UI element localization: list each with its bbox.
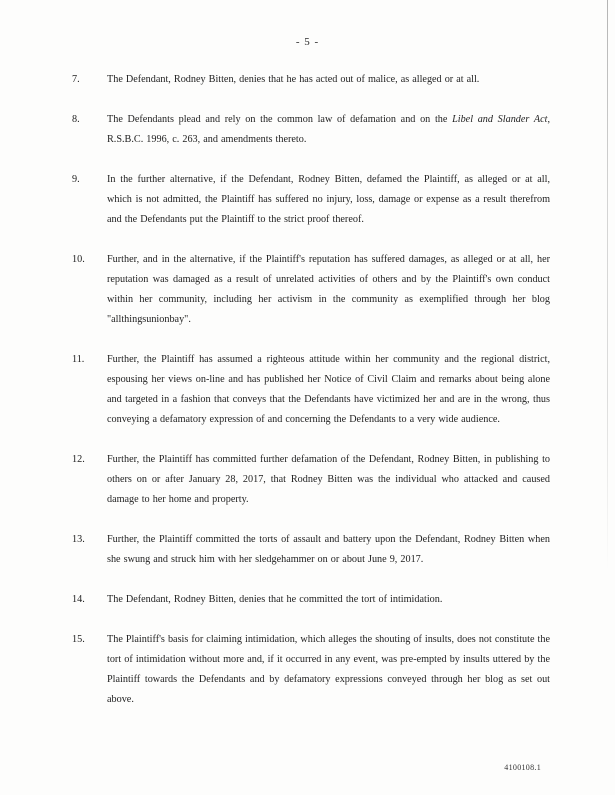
paragraph-text [107, 450, 550, 510]
paragraph-text-segment: Further, the Plaintiff committed the torts of assault and battery upon the Defendant, Rodney Bitten when she swung and struck him with her sledgehammer on or about June 9, 2017. [107, 534, 550, 565]
paragraph-number: 14. [72, 594, 85, 605]
paragraph-text-segment: The Defendant, Rodney Bitten, denies that he committed the tort of intimidation. [107, 594, 443, 605]
paragraph-text-segment: In the further alternative, if the Defendant, Rodney Bitten, defamed the Plaintiff, as alleged or at all, which is not admitted, the Plaintiff has suffered no injury, loss, damage or expense as a result therefrom and the Defendants put the Plaintiff to the strict proof thereof. [107, 174, 550, 225]
paragraph-item [72, 450, 550, 510]
paragraph-item [72, 590, 550, 610]
paragraph-number: 15. [72, 634, 85, 645]
paragraph-item [72, 110, 550, 150]
statute-citation-italic: Libel and Slander Act [452, 114, 548, 125]
paragraph-number: 10. [72, 254, 85, 265]
paragraph-text-segment: The Plaintiff's basis for claiming intimidation, which alleges the shouting of insults, does not constitute the tort of intimidation without more and, if it occurred in any event, was pre-empted by insults uttered by the Plaintiff towards the Defendants and by defamatory expressions conveyed through her blog as set out above. [107, 634, 550, 705]
paragraph-item [72, 170, 550, 230]
paragraph-text-segment: Further, and in the alternative, if the Plaintiff's reputation has suffered damages, as alleged or at all, her reputation was damaged as a result of unrelated activities of others and by the Plaintiff's own conduct within her community, including her activism in the community as exemplified through her blog "allthingsunionbay". [107, 254, 550, 325]
paragraph-text [107, 70, 550, 90]
paragraph-text [107, 170, 550, 230]
paragraph-text [107, 250, 550, 330]
paragraph-item [72, 250, 550, 330]
paragraph-item [72, 70, 550, 90]
paragraph-item [72, 630, 550, 710]
paragraph-text-segment: Further, the Plaintiff has assumed a righteous attitude within her community and the regional district, espousing her views on-line and has published her Notice of Civil Claim and remarks about being alone and targeted in a fashion that conveys that the Defendants have victimized her and are in the wrong, thus conveying a defamatory expression of and concerning the Defendants to a very wide audience. [107, 354, 550, 425]
document-reference-number: 4100108.1 [504, 763, 541, 772]
paragraph-number: 13. [72, 534, 85, 545]
scan-artifact-line [607, 0, 608, 570]
paragraph-text [107, 350, 550, 430]
paragraph-number: 8. [72, 114, 80, 125]
paragraph-text [107, 110, 550, 150]
paragraph-list [72, 70, 550, 730]
paragraph-number: 12. [72, 454, 85, 465]
paragraph-text [107, 630, 550, 710]
page-number: - 5 - [295, 36, 320, 48]
paragraph-item [72, 350, 550, 430]
paragraph-text [107, 590, 550, 610]
paragraph-number: 7. [72, 74, 80, 85]
paragraph-text [107, 530, 550, 570]
paragraph-text-segment: The Defendants plead and rely on the common law of defamation and on the [107, 114, 453, 125]
paragraph-text-segment: Further, the Plaintiff has committed further defamation of the Defendant, Rodney Bitten, in publishing to others on or after January 28, 2017, that Rodney Bitten was the individual who attacked and caused damage to her home and property. [107, 454, 550, 505]
paragraph-text-segment: , R.S.B.C. 1996, c. 263, and amendments thereto. [107, 114, 550, 145]
paragraph-item [72, 530, 550, 570]
paragraph-text-segment: The Defendant, Rodney Bitten, denies that he has acted out of malice, as alleged or at all. [107, 74, 480, 85]
paragraph-number: 11. [72, 354, 85, 365]
paragraph-number: 9. [72, 174, 80, 185]
